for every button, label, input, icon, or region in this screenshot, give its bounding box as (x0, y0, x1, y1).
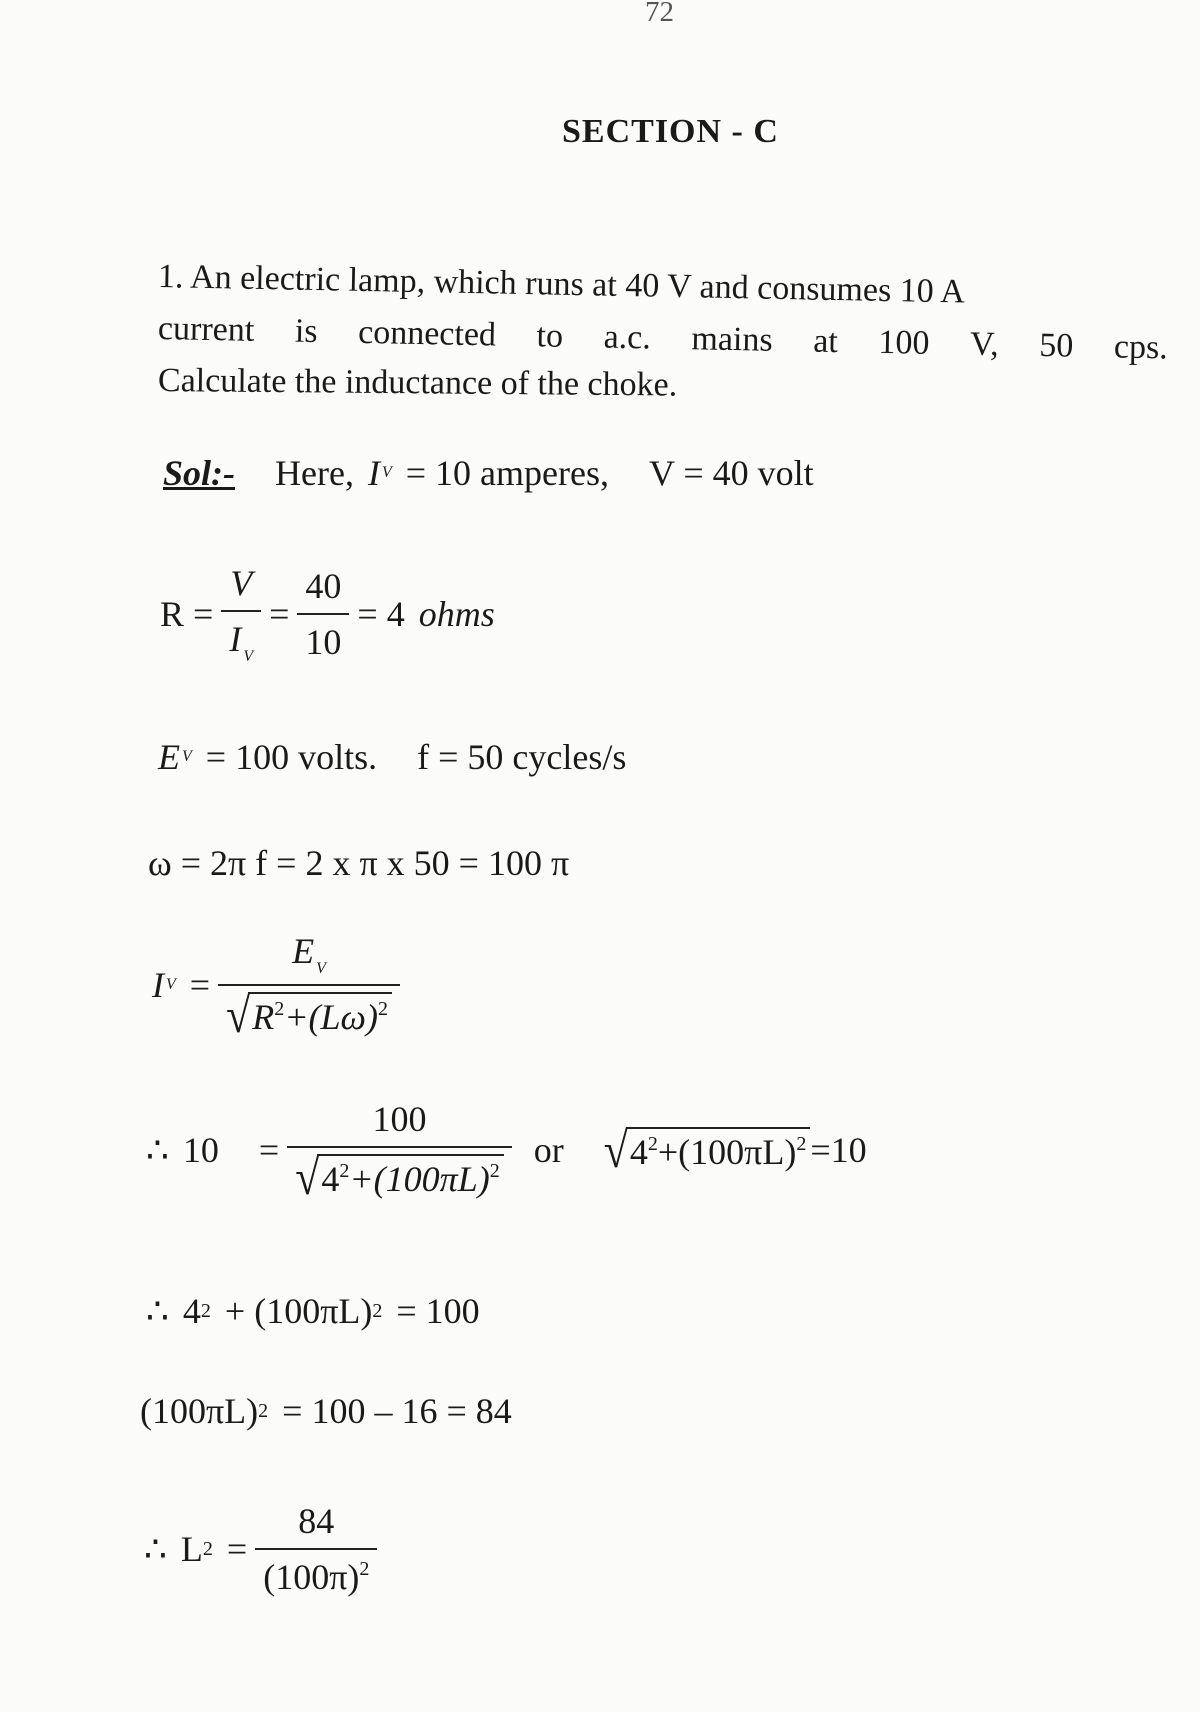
voltage-value: V = 40 volt (648, 453, 814, 493)
emf-frequency-line: E V = 100 volts. f = 50 cycles/s (158, 737, 627, 777)
substitution-equation: ∴ 10 = 100 √ $4^2+(100\pi L)^2$ or √ $4^2+(100\pi L)^2$ =10 (146, 1099, 867, 1206)
question-word: is (294, 312, 318, 351)
question-line-2 (158, 310, 1169, 367)
fraction-84-over-100pi-squared: $\frac{84}{(100\pi)^2}$ (255, 1500, 377, 1598)
current-formula: I V = E $_V$ √ $R^2+(L\omega)^2$ (152, 930, 408, 1039)
impedance-sqrt: √ $4^2+(100\pi L)^2$ (604, 1127, 811, 1173)
question-line-3: Calculate the inductance of the choke. (157, 362, 678, 404)
fraction-v-over-i: $\frac{V}{I _V}$ (221, 562, 261, 666)
current-value: = 10 amperes, (405, 453, 609, 493)
resistance-equation: R = $\frac{V}{I _V}$ = $\frac{40}{10}$ = 4 ohms (160, 563, 495, 665)
question-word: V, (969, 325, 1000, 364)
question-word: current (157, 310, 255, 349)
fraction-40-over-10: $\frac{40}{10}$ (297, 565, 349, 663)
angular-frequency-line: ω = 2π f = 2 x π x 50 = 100 π (148, 843, 570, 883)
fraction-ev-over-impedance: E $_V$ √ $R^2+(L\omega)^2$ (218, 930, 400, 1039)
subtraction-equation: (100πL) 2 = 100 – 16 = 84 (140, 1391, 512, 1431)
question-word: at (812, 322, 839, 361)
squared-equation: ∴ 4 2 + (100πL) 2 = 100 (146, 1291, 480, 1331)
question-word: 100 (878, 323, 930, 362)
solution-given-line: Sol:- Here, I V = 10 amperes, V = 40 volt (163, 453, 814, 493)
question-word: 50 (1038, 326, 1074, 365)
page-number: 72 (645, 0, 674, 28)
inductance-equation: ∴ L 2 = $\frac{84}{(100\pi)^2}$ (144, 1500, 385, 1598)
question-word: to (536, 317, 564, 355)
question-number: 1. (157, 258, 184, 296)
question-line-1 (158, 258, 966, 311)
fraction-100-over-impedance: 100 √ $4^2+(100\pi L)^2$ (287, 1098, 511, 1201)
question-text-1: An electric lamp, which runs at 40 V and consumes 10 A (189, 258, 966, 311)
section-title: SECTION - C (562, 113, 779, 150)
question-text-2 (158, 310, 1169, 367)
solution-label: Sol:- (163, 453, 235, 493)
question-word: cps. (1113, 328, 1169, 367)
question-word: connected (357, 313, 497, 354)
question-word: mains (691, 320, 774, 359)
question-word: a.c. (603, 318, 652, 357)
